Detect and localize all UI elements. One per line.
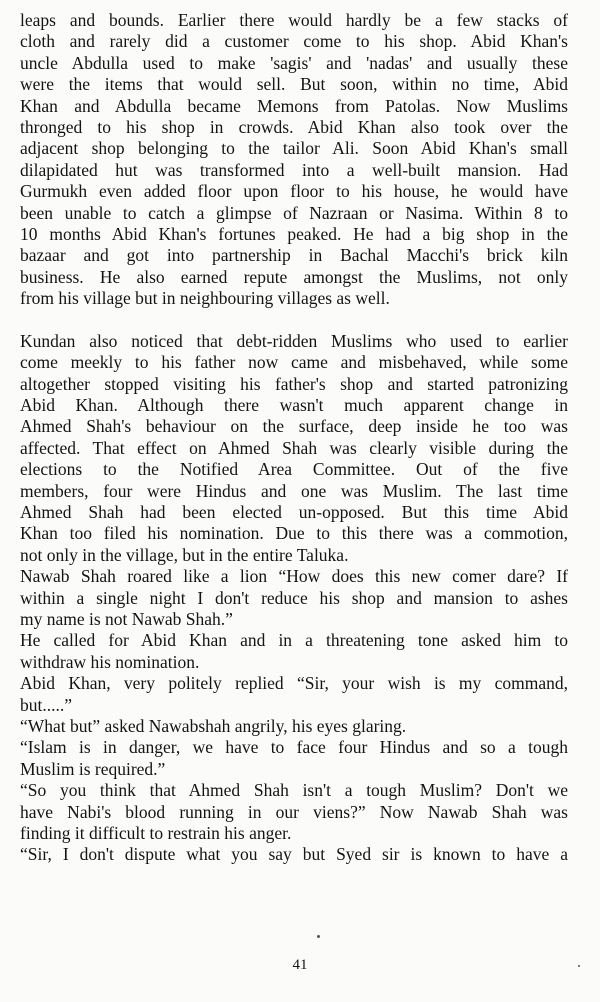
text-line: Ahmed Shah's behaviour on the surface, deep inside he too was [20,416,568,437]
text-line: Abid Khan, very politely replied “Sir, your wish is my command, [20,673,568,694]
text-line: altogether stopped visiting his father's shop and started patronizing [20,373,568,394]
text-line: Nawab Shah roared like a lion “How does this new comer dare? If [20,566,568,587]
paragraph [20,331,568,566]
text-line: Kundan also noticed that debt-ridden Muslims who used to earlier [20,330,568,351]
text-line: within a single night I don't reduce his shop and mansion to ashes [20,587,568,608]
text-line: uncle Abdulla used to make 'sagis' and 'nadas' and usually these [20,52,568,73]
text-line: “Islam is in danger, we have to face four Hindus and so a tough [20,737,568,758]
text-line: were the items that would sell. But soon, within no time, Abid [20,74,568,95]
text-line: business. He also earned repute amongst the Muslims, not only [20,266,568,287]
paragraph [20,673,568,716]
text-line: leaps and bounds. Earlier there would hardly be a few stacks of [20,10,568,30]
text-line: my name is not Nawab Shah.” [20,608,233,629]
text-line: affected. That effect on Ahmed Shah was clearly visible during the [20,437,568,458]
text-line: Gurmukh even added floor upon floor to his house, he would have [20,181,568,202]
text-line: have Nabi's blood running in our viens?” Now Nawab Shah was [20,801,568,822]
text-line: Ahmed Shah had been elected un-opposed. But this time Abid [20,501,568,522]
text-line: “Sir, I don't dispute what you say but Syed sir is known to have a [20,844,568,865]
text-line: but.....” [20,694,73,715]
text-line: “What but” asked Nawabshah angrily, his eyes glaring. [20,716,407,736]
text-line: finding it difficult to restrain his anger. [20,823,292,844]
page-number: 41 [292,957,308,973]
text-line: Abid Khan. Although there wasn't much apparent change in [20,394,568,415]
print-speck [317,935,320,938]
text-line: Khan too filed his nomination. Due to this there was a commotion, [20,523,568,544]
text-line: Muslim is required.” [20,758,166,779]
text-line: “So you think that Ahmed Shah isn't a tough Muslim? Don't we [20,780,568,801]
text-line: thronged to his shop in crowds. Abid Khan also took over the [20,117,568,138]
paragraph [20,566,568,630]
paragraph-spacer [20,310,568,331]
page-body [20,10,568,866]
paragraph [20,844,568,865]
text-line: come meekly to his father now came and misbehaved, while some [20,352,568,373]
text-line: members, four were Hindus and one was Muslim. The last time [20,480,568,501]
text-line: been unable to catch a glimpse of Nazraan or Nasima. Within 8 to [20,202,568,223]
paragraph [20,780,568,844]
text-line: from his village but in neighbouring villages as well. [20,288,390,309]
text-line: not only in the village, but in the entire Taluka. [20,544,349,565]
paragraph [20,10,568,310]
text-line: cloth and rarely did a customer come to his shop. Abid Khan's [20,31,568,52]
text-line: bazaar and got into partnership in Bachal Macchi's brick kiln [20,245,568,266]
text-line: withdraw his nomination. [20,651,200,672]
text-line: dilapidated hut was transformed into a well-built mansion. Had [20,159,568,180]
text-line: elections to the Notified Area Committee. Out of the five [20,459,568,480]
text-line: 10 months Abid Khan's fortunes peaked. He had a big shop in the [20,224,568,245]
paragraph [20,630,568,673]
paragraph [20,737,568,780]
text-line: He called for Abid Khan and in a threatening tone asked him to [20,630,568,651]
paragraph [20,716,568,737]
text-line: adjacent shop belonging to the tailor Ali. Soon Abid Khan's small [20,138,568,159]
text-line: Khan and Abdulla became Memons from Patolas. Now Muslims [20,95,568,116]
